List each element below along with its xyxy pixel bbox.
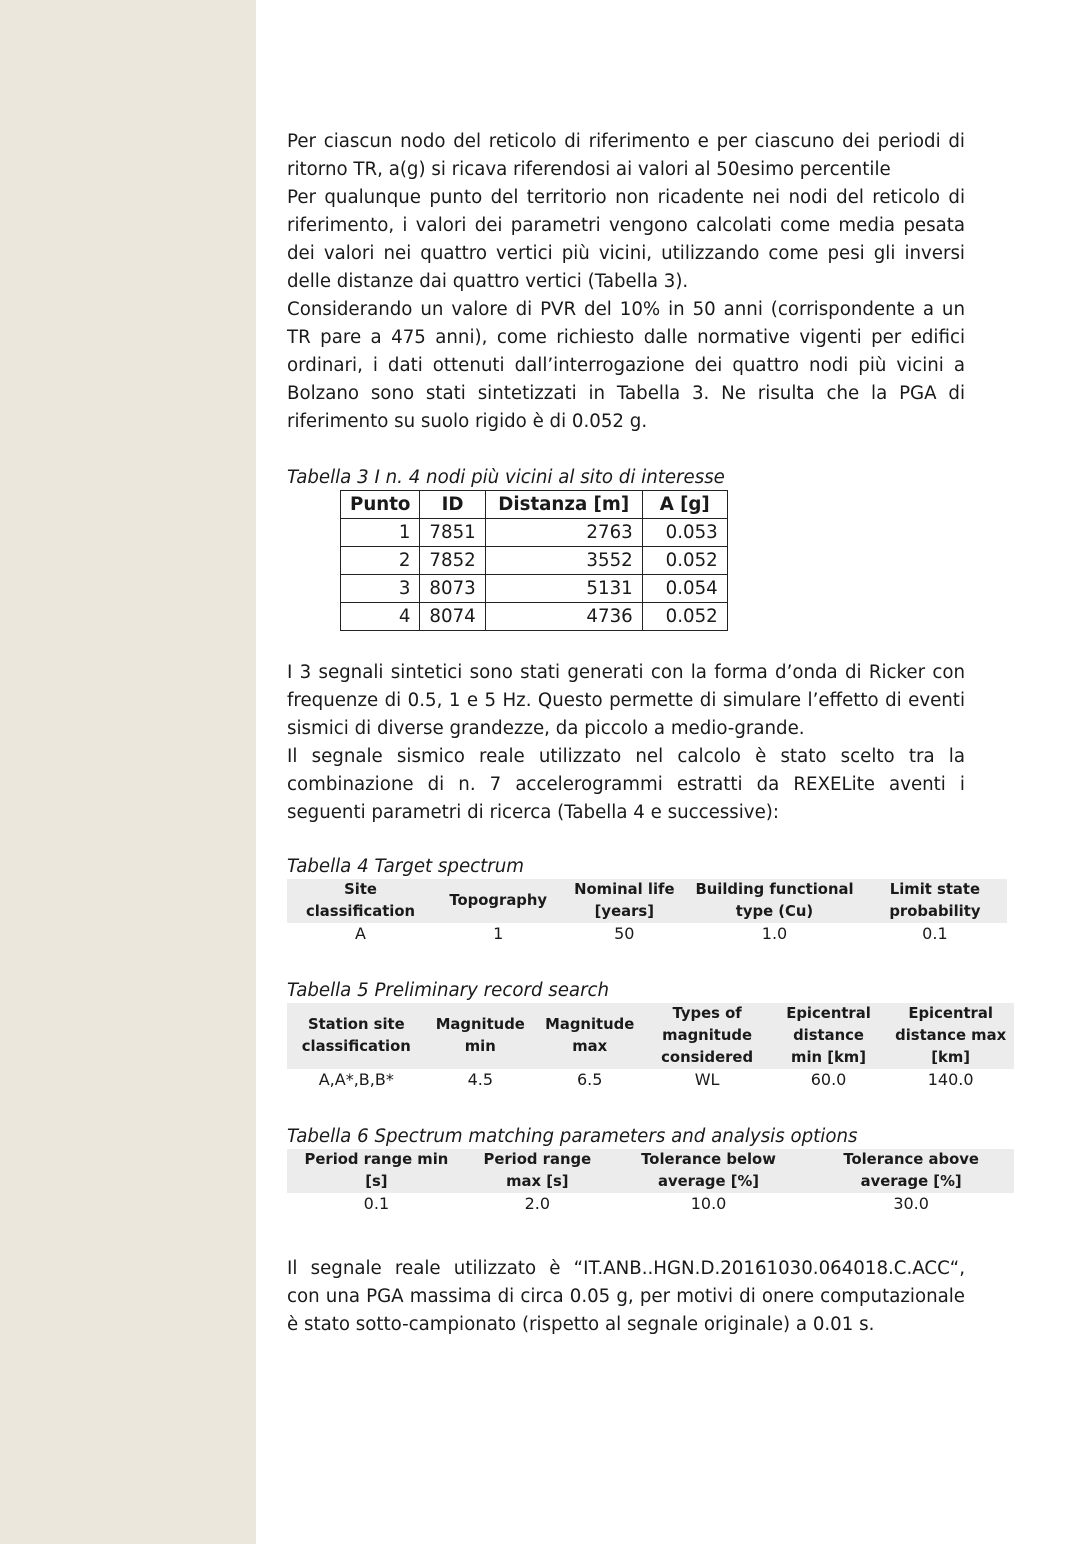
table6-caption: Tabella 6 Spectrum matching parameters and analysis options <box>287 1126 858 1147</box>
table-cell: 10.0 <box>690 1194 727 1213</box>
header-cell: Epicentral distance max [km] <box>887 1003 1014 1069</box>
header-cell: A [g] <box>642 491 727 519</box>
table-cell: A,A*,B,B* <box>318 1070 394 1089</box>
table-cell: 0.1 <box>363 1194 390 1213</box>
table-header-row <box>287 879 1007 923</box>
table-cell: 60.0 <box>810 1070 847 1089</box>
header-cell: Magnitude min <box>426 1003 535 1069</box>
table-cell: 3 <box>341 575 420 603</box>
table-cell: 50 <box>614 924 635 943</box>
paragraph-4: I 3 segnali sintetici sono stati generati con la forma d’onda di Ricker con frequenze di 0.5, 1 e 5 Hz. Questo permette di simulare l’effetto di eventi sismici di diverse grandezze, da piccolo a medio-grande. <box>287 662 965 739</box>
header-cell: Nominal life [years] <box>562 879 686 923</box>
header-cell: Limit state probability <box>863 879 1007 923</box>
header-cell: Distanza [m] <box>485 491 642 519</box>
header-cell: Station site classification <box>287 1003 426 1069</box>
table-cell: WL <box>694 1070 720 1089</box>
table-cell: 7852 <box>420 547 485 575</box>
table-cell: A <box>355 924 366 943</box>
table-cell: 0.052 <box>642 603 727 631</box>
table-cell: 2 <box>341 547 420 575</box>
header-cell: Tolerance below average [%] <box>609 1149 808 1193</box>
header-cell: Tolerance above average [%] <box>808 1149 1014 1193</box>
header-cell: Epicentral distance min [km] <box>770 1003 888 1069</box>
table-header-row <box>287 1149 1014 1193</box>
table-cell: 1 <box>493 924 504 943</box>
table3-caption: Tabella 3 I n. 4 nodi più vicini al sito di interesse <box>287 467 725 488</box>
header-cell: Types of magnitude considered <box>644 1003 769 1069</box>
table-row <box>341 575 728 603</box>
header-cell: ID <box>420 491 485 519</box>
table5-caption: Tabella 5 Preliminary record search <box>287 980 610 1001</box>
table-cell: 0.054 <box>642 575 727 603</box>
document-body <box>287 128 1007 1339</box>
table-row <box>341 603 728 631</box>
paragraph-5: Il segnale sismico reale utilizzato nel calcolo è stato scelto tra la combinazione di n. 7 accelerogrammi estratti da REXELite aventi i seguenti parametri di ricerca (Tabella 4 e successive): <box>287 746 965 823</box>
table-cell: 3552 <box>485 547 642 575</box>
table-row <box>341 547 728 575</box>
header-cell: Period range max [s] <box>466 1149 609 1193</box>
header-cell: Period range min [s] <box>287 1149 466 1193</box>
table-cell: 4736 <box>485 603 642 631</box>
header-cell: Punto <box>341 491 420 519</box>
table-row <box>287 1193 1014 1215</box>
table-cell: 8074 <box>420 603 485 631</box>
table-cell: 6.5 <box>576 1070 603 1089</box>
table-cell: 7851 <box>420 519 485 547</box>
table-cell: 0.052 <box>642 547 727 575</box>
table-row <box>287 1069 1014 1091</box>
paragraph-3: Considerando un valore di PVR del 10% in 50 anni (corrispondente a un TR pare a 475 anni), come richiesto dalle normative vigenti per edifici ordinari, i dati ottenuti dall’interrogazione dei quattro nodi più vicini a Bolzano sono stati sintetizzati in Tabella 3. Ne risulta che la PGA di riferimento su suolo rigido è di 0.052 g. <box>287 299 965 432</box>
table4-caption: Tabella 4 Target spectrum <box>287 856 524 877</box>
table-cell: 8073 <box>420 575 485 603</box>
header-cell: Building functional type (Cu) <box>686 879 863 923</box>
table-header-row <box>341 491 728 519</box>
table-row <box>287 923 1007 945</box>
table-cell: 30.0 <box>893 1194 929 1213</box>
table-cell: 1.0 <box>761 924 788 943</box>
table-cell: 2.0 <box>524 1194 551 1213</box>
table-header-row <box>287 1003 1014 1069</box>
table-cell: 2763 <box>485 519 642 547</box>
table5-record-search <box>287 1003 1014 1091</box>
table-cell: 0.1 <box>922 924 948 943</box>
table3-nearest-nodes <box>340 490 728 631</box>
table4-target-spectrum <box>287 879 1007 945</box>
table-cell: 4.5 <box>467 1070 494 1089</box>
table-row <box>341 519 728 547</box>
table-cell: 4 <box>341 603 420 631</box>
header-cell: Magnitude max <box>535 1003 644 1069</box>
paragraph-6: Il segnale reale utilizzato è “IT.ANB..HGN.D.20161030.064018.C.ACC“, con una PGA massima di circa 0.05 g, per motivi di onere computazionale è stato sotto-campionato (rispetto al segnale originale) a 0.01 s. <box>287 1258 965 1335</box>
table-cell: 1 <box>341 519 420 547</box>
table-cell: 0.053 <box>642 519 727 547</box>
table-cell: 140.0 <box>927 1070 974 1089</box>
header-cell: Site classification <box>287 879 434 923</box>
table-cell: 5131 <box>485 575 642 603</box>
paragraph-2: Per qualunque punto del territorio non ricadente nei nodi del reticolo di riferimento, i valori dei parametri vengono calcolati come media pesata dei valori nei quattro vertici più vicini, utilizzando come pesi gli inversi delle distanze dai quattro vertici (Tabella 3). <box>287 187 965 292</box>
table6-spectrum-matching <box>287 1149 1014 1215</box>
header-cell: Topography <box>434 879 562 923</box>
page-margin-band <box>0 0 256 1544</box>
paragraph-1: Per ciascun nodo del reticolo di riferimento e per ciascuno dei periodi di ritorno TR, a(g) si ricava riferendosi ai valori al 50esimo percentile <box>287 131 965 180</box>
